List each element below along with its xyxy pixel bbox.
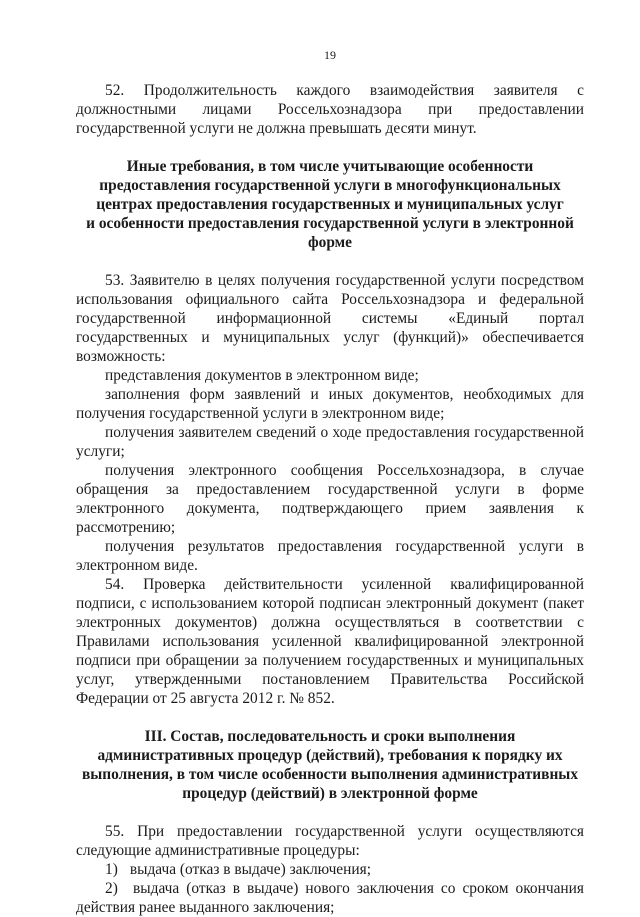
heading-line: III. Состав, последовательность и сроки выполнения <box>144 728 516 745</box>
heading-line: выполнения, в том числе особенности выполнения административных <box>81 766 579 783</box>
list-item: заполнения форм заявлений и иных документов, необходимых для получения государственной услуги в электронном виде; <box>76 386 584 422</box>
item-number: 1) <box>105 861 118 878</box>
page-number: 19 <box>324 48 336 62</box>
item-text: выдача (отказ в выдаче) нового заключения со сроком окончания действия ранее выданного заключения; <box>76 880 584 916</box>
heading-line: предоставления государственной услуги в многофункциональных <box>99 177 561 194</box>
section-heading-iii <box>76 727 584 803</box>
heading-line: центрах предоставления государственных и муниципальных услуг <box>96 196 564 213</box>
item-text: выдача (отказ в выдаче) заключения; <box>129 861 371 878</box>
list-item: получения электронного сообщения Россельхознадзора, в случае обращения за предоставлением государственной услуги в форме электронного документа, подтверждающего прием заявления к рассмотрению; <box>76 462 584 536</box>
list-item: получения результатов предоставления государственной услуги в электронном виде. <box>76 538 584 574</box>
heading-line: и особенности предоставления государственной услуги в электронной <box>86 215 574 232</box>
paragraph-54: 54. Проверка действительности усиленной квалифицированной подписи, с использованием которой подписан электронный документ (пакет электронных документов) должна осуществляться в соответствии с Правилами использования усиленной квалифицированной электронной подписи при обращении за получением государственных и муниципальных услуг, утвержденными постановлением Правительства Российской Федерации от 25 августа 2012 г. № 852. <box>76 576 584 707</box>
section-heading-other-requirements <box>76 157 584 252</box>
heading-line: форме <box>308 234 352 251</box>
numbered-item <box>76 860 584 879</box>
heading-line: процедур (действий) в электронной форме <box>182 785 478 802</box>
list-item: представления документов в электронном виде; <box>105 367 419 384</box>
heading-line: Иные требования, в том числе учитывающие особенности <box>126 158 534 175</box>
paragraph-52: 52. Продолжительность каждого взаимодействия заявителя с должностными лицами Россельхознадзора при предоставлении государственной услуги не должна превышать десяти минут. <box>76 82 584 137</box>
paragraph-55: 55. При предоставлении государственной услуги осуществляются следующие административные процедуры: <box>76 823 584 859</box>
numbered-item <box>76 879 584 917</box>
list-item: получения заявителем сведений о ходе предоставления государственной услуги; <box>76 424 584 460</box>
heading-line: административных процедур (действий), требования к порядку их <box>97 747 563 764</box>
paragraph-53: 53. Заявителю в целях получения государственной услуги посредством использования официального сайта Россельхознадзора и федеральной государственной информационной системы «Единый портал государственных и муниципальных услуг (функций)» обеспечивается возможность: <box>76 272 584 365</box>
item-number: 2) <box>105 880 118 897</box>
